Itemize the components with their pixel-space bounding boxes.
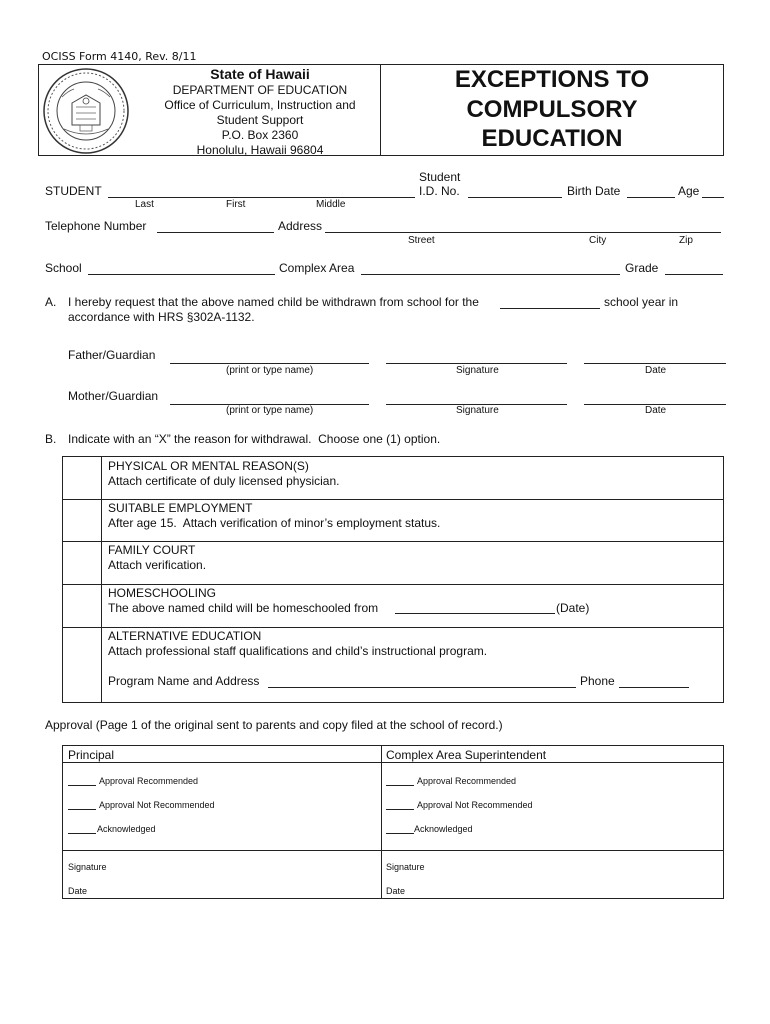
homeschool-date-field[interactable] bbox=[395, 613, 555, 614]
address-label: Address bbox=[278, 219, 323, 233]
office-line-1: Office of Curriculum, Instruction and bbox=[164, 98, 356, 112]
complex-area-label: Complex Area bbox=[279, 261, 355, 275]
option-checkbox-homeschooling[interactable] bbox=[63, 585, 101, 627]
superintendent-date-label[interactable]: Date bbox=[386, 886, 406, 896]
mother-signature-label: Signature bbox=[456, 405, 499, 416]
state-name: State of Hawaii bbox=[210, 66, 310, 82]
program-phone-label: Phone bbox=[580, 674, 615, 688]
approval-heading: Approval (Page 1 of the original sent to parents and copy filed at the school of record.) bbox=[45, 718, 503, 732]
option-desc: After age 15. Attach verification of minor’s employment status. bbox=[108, 516, 441, 530]
section-b-instruction: Indicate with an “X” the reason for withdrawal. Choose one (1) option. bbox=[68, 432, 441, 446]
principal-acknowledged-label: Acknowledged bbox=[97, 824, 156, 834]
mother-date-label: Date bbox=[645, 405, 667, 416]
option-desc-end: (Date) bbox=[556, 601, 590, 615]
principal-acknowledged-field[interactable] bbox=[68, 833, 96, 834]
telephone-label: Telephone Number bbox=[45, 219, 147, 233]
principal-signature-label[interactable]: Signature bbox=[68, 862, 107, 872]
option-checkbox-physical[interactable] bbox=[63, 457, 101, 499]
student-label: STUDENT bbox=[45, 184, 102, 198]
school-label: School bbox=[45, 261, 82, 275]
superintendent-not-recommended-label: Approval Not Recommended bbox=[417, 800, 533, 810]
city-line: Honolulu, Hawaii 96804 bbox=[196, 143, 324, 157]
form-id: OCISS Form 4140, Rev. 8/11 bbox=[42, 50, 197, 63]
options-table bbox=[62, 456, 724, 703]
student-id-label-1: Student bbox=[419, 170, 461, 184]
option-title: ALTERNATIVE EDUCATION bbox=[108, 629, 262, 643]
mother-guardian-label: Mother/Guardian bbox=[68, 389, 159, 403]
state-seal-icon bbox=[42, 67, 130, 155]
option-desc: The above named child will be homeschooled from bbox=[108, 601, 379, 615]
father-date-label: Date bbox=[645, 365, 667, 376]
mother-print-label: (print or type name) bbox=[226, 405, 314, 416]
age-field[interactable] bbox=[702, 197, 724, 198]
middle-label: Middle bbox=[316, 199, 346, 210]
dept-name: DEPARTMENT OF EDUCATION bbox=[172, 83, 348, 97]
options-row-divider bbox=[62, 627, 724, 628]
approval-header-rule bbox=[62, 762, 724, 763]
options-checkbox-divider bbox=[101, 456, 102, 703]
father-signature-label: Signature bbox=[456, 365, 499, 376]
principal-recommended-label: Approval Recommended bbox=[99, 776, 199, 786]
student-id-label-2: I.D. No. bbox=[419, 184, 460, 198]
principal-not-recommended-label: Approval Not Recommended bbox=[99, 800, 215, 810]
principal-heading: Principal bbox=[68, 748, 115, 762]
superintendent-not-recommended-field[interactable] bbox=[386, 809, 414, 810]
street-label: Street bbox=[408, 235, 435, 246]
superintendent-recommended-field[interactable] bbox=[386, 785, 414, 786]
principal-date-label[interactable]: Date bbox=[68, 886, 88, 896]
title-line-1: EXCEPTIONS TO bbox=[454, 66, 650, 93]
po-box: P.O. Box 2360 bbox=[221, 128, 299, 142]
principal-recommended-field[interactable] bbox=[68, 785, 96, 786]
grade-field[interactable] bbox=[665, 274, 723, 275]
section-a-text-2: accordance with HRS §302A-1132. bbox=[68, 310, 255, 324]
section-a-text-1: I hereby request that the above named child be withdrawn from school for the bbox=[68, 295, 479, 309]
approval-divider bbox=[381, 745, 382, 899]
option-desc: Attach certificate of duly licensed physician. bbox=[108, 474, 340, 488]
program-name-field[interactable] bbox=[268, 687, 576, 688]
first-label: First bbox=[226, 199, 246, 210]
section-b-letter: B. bbox=[45, 432, 57, 446]
option-desc: Attach professional staff qualifications and child’s instructional program. bbox=[108, 644, 488, 658]
father-print-label: (print or type name) bbox=[226, 365, 314, 376]
option-checkbox-alternative[interactable] bbox=[63, 628, 101, 702]
section-a-text-1b: school year in bbox=[604, 295, 679, 309]
option-title: HOMESCHOOLING bbox=[108, 586, 217, 600]
city-label: City bbox=[589, 235, 607, 246]
superintendent-acknowledged-field[interactable] bbox=[386, 833, 414, 834]
school-field[interactable] bbox=[88, 274, 275, 275]
option-checkbox-family-court[interactable] bbox=[63, 542, 101, 584]
father-name-field[interactable] bbox=[170, 363, 369, 364]
grade-label: Grade bbox=[625, 261, 659, 275]
approval-signature-rule bbox=[62, 850, 724, 851]
title-line-2: COMPULSORY bbox=[466, 96, 638, 123]
program-name-label: Program Name and Address bbox=[108, 674, 260, 688]
address-field[interactable] bbox=[325, 232, 721, 233]
approval-table bbox=[62, 745, 724, 899]
last-label: Last bbox=[135, 199, 154, 210]
father-signature-field[interactable] bbox=[386, 363, 567, 364]
student-name-field[interactable] bbox=[108, 197, 415, 198]
father-guardian-label: Father/Guardian bbox=[68, 348, 156, 362]
principal-not-recommended-field[interactable] bbox=[68, 809, 96, 810]
office-line-2: Student Support bbox=[216, 113, 304, 127]
superintendent-acknowledged-label: Acknowledged bbox=[414, 824, 473, 834]
option-title: PHYSICAL OR MENTAL REASON(S) bbox=[108, 459, 309, 473]
superintendent-recommended-label: Approval Recommended bbox=[417, 776, 517, 786]
option-title: SUITABLE EMPLOYMENT bbox=[108, 501, 253, 515]
school-year-field[interactable] bbox=[500, 308, 600, 309]
options-row-divider bbox=[62, 584, 724, 585]
birth-date-field[interactable] bbox=[627, 197, 675, 198]
zip-label: Zip bbox=[679, 235, 693, 246]
section-a-letter: A. bbox=[45, 295, 57, 309]
options-row-divider bbox=[62, 499, 724, 500]
telephone-field[interactable] bbox=[157, 232, 274, 233]
option-title: FAMILY COURT bbox=[108, 543, 196, 557]
student-id-field[interactable] bbox=[468, 197, 562, 198]
option-desc: Attach verification. bbox=[108, 558, 207, 572]
birth-date-label: Birth Date bbox=[567, 184, 621, 198]
age-label: Age bbox=[678, 184, 700, 198]
option-checkbox-employment[interactable] bbox=[63, 500, 101, 541]
program-phone-field[interactable] bbox=[619, 687, 689, 688]
complex-area-field[interactable] bbox=[361, 274, 620, 275]
title-line-3: EDUCATION bbox=[481, 125, 623, 152]
superintendent-signature-label[interactable]: Signature bbox=[386, 862, 425, 872]
superintendent-heading: Complex Area Superintendent bbox=[386, 748, 547, 762]
father-date-field[interactable] bbox=[584, 363, 726, 364]
options-row-divider bbox=[62, 541, 724, 542]
